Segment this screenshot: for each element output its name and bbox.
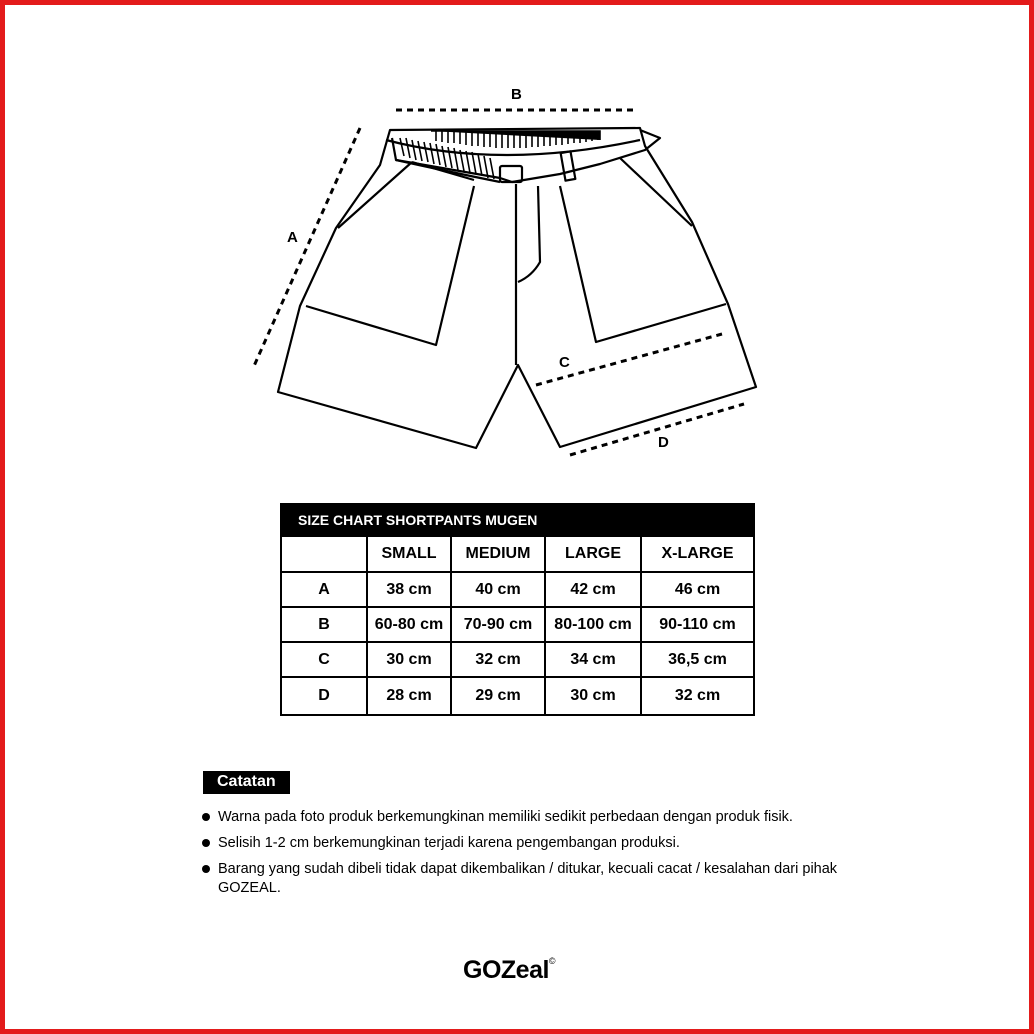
table-cell: 38 cm [367,572,451,607]
brand-name: GOZeal [463,956,549,984]
table-cell: 29 cm [451,677,545,715]
dimension-line-d [570,404,744,455]
bullet-icon [202,813,210,821]
brand-logo [463,956,555,985]
table-cell: 28 cm [367,677,451,715]
shorts-diagram [0,0,1034,480]
table-header-cell: SMALL [367,536,451,572]
dimension-label-c: C [559,354,570,371]
table-cell: 32 cm [641,677,754,715]
bullet-icon [202,865,210,873]
table-row [281,607,754,642]
table-cell: 30 cm [545,677,641,715]
table-cell: 30 cm [367,642,451,677]
row-label: A [281,572,367,607]
table-cell: 80-100 cm [545,607,641,642]
dimension-line-a [254,128,360,366]
dimension-label-a: A [287,229,298,246]
table-cell: 34 cm [545,642,641,677]
bullet-icon [202,839,210,847]
table-header-cell: LARGE [545,536,641,572]
size-chart-table [280,503,755,716]
row-label: C [281,642,367,677]
table-header-row [281,536,754,572]
note-text: Warna pada foto produk berkemungkinan memiliki sedikit perbedaan dengan produk fisik. [218,809,793,825]
table-cell: 40 cm [451,572,545,607]
dimension-label-d: D [658,434,669,451]
list-item [200,860,860,898]
table-cell: 42 cm [545,572,641,607]
notes-title: Catatan [203,771,290,794]
dimension-label-b: B [511,86,522,103]
table-header-cell [281,536,367,572]
note-text: Selisih 1-2 cm berkemungkinan terjadi karena pengembangan produksi. [218,835,680,851]
row-label: D [281,677,367,715]
table-cell: 32 cm [451,642,545,677]
table-header-cell: X-LARGE [641,536,754,572]
table-cell: 36,5 cm [641,642,754,677]
right-pocket [560,158,726,342]
row-label: B [281,607,367,642]
notes-list [200,808,860,905]
list-item [200,808,860,827]
copyright-mark: © [548,956,556,966]
table-cell: 70-90 cm [451,607,545,642]
size-chart-title: SIZE CHART SHORTPANTS MUGEN [281,504,754,536]
table-cell: 90-110 cm [641,607,754,642]
table-row [281,677,754,715]
table-cell: 60-80 cm [367,607,451,642]
table-header-cell: MEDIUM [451,536,545,572]
list-item [200,834,860,853]
note-text: Barang yang sudah dibeli tidak dapat dikembalikan / ditukar, kecuali cacat / kesalahan dari pihak GOZEAL. [218,861,838,896]
table-row [281,642,754,677]
table-cell: 46 cm [641,572,754,607]
table-row [281,572,754,607]
